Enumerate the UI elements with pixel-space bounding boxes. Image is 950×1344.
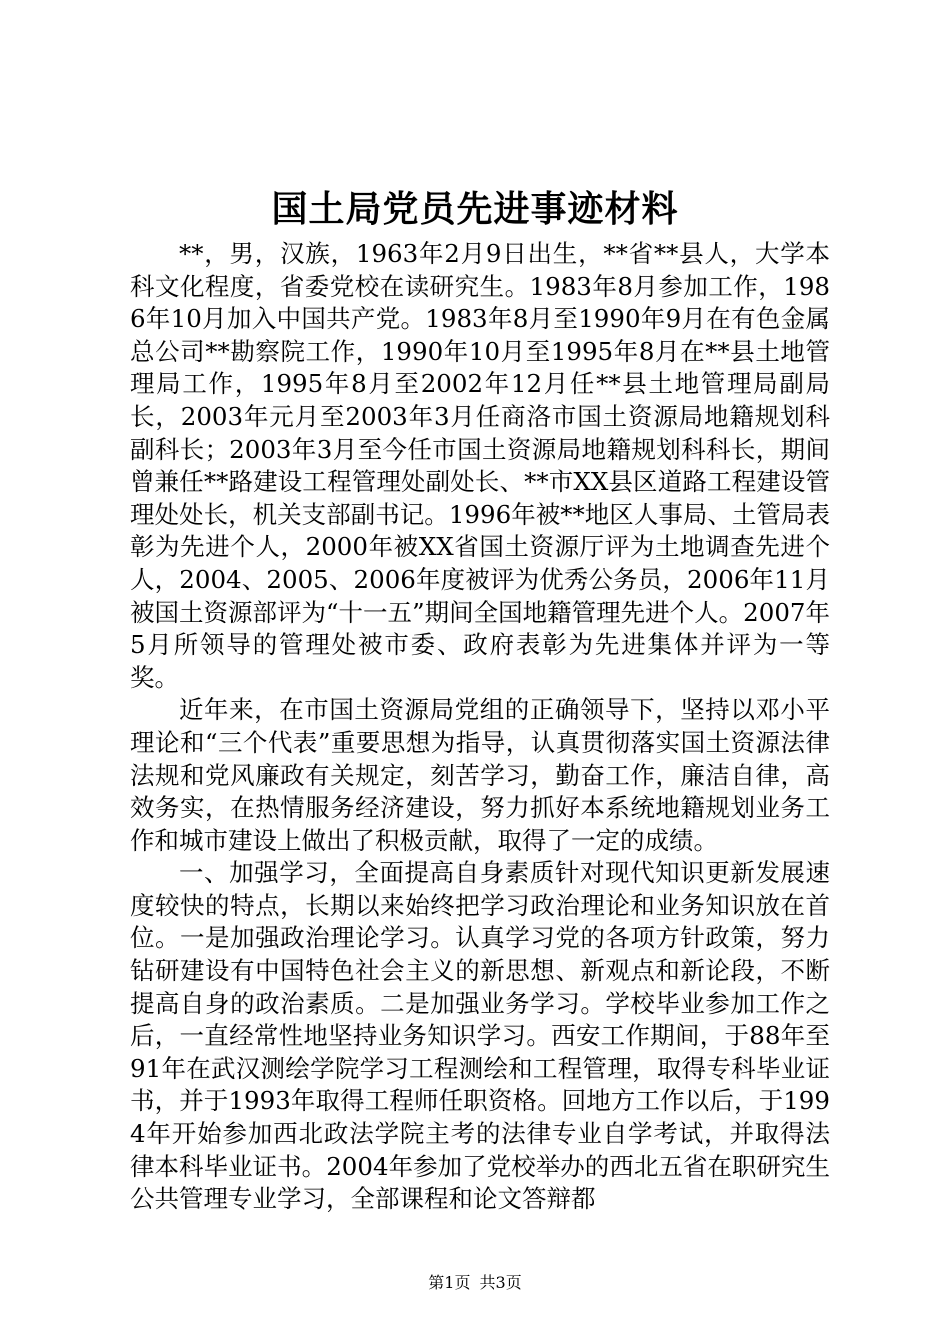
- document-body: [130, 238, 830, 1216]
- page-number: 第1页: [428, 1273, 471, 1292]
- document-title: 国土局党员先进事迹材料: [271, 188, 679, 230]
- paragraph-biography: **，男，汉族，1963年2月9日出生，**省**县人，大学本科文化程度，省委党校在读研究生。1983年8月参加工作，1986年10月加入中国共产党。1983年8月至1990年9月在有色金属总公司**勘察院工作，1990年10月至1995年8月在**县土地管理局工作，1995年8月至2002年12月任**县土地管理局副局长，2003年元月至2003年3月任商洛市国土资源局地籍规划科副科长；2003年3月至今任市国土资源局地籍规划科科长，期间曾兼任**路建设工程管理处副处长、**市XX县区道路工程建设管理处处长，机关支部副书记。1996年被**地区人事局、土管局表彰为先进个人，2000年被XX省国土资源厅评为土地调查先进个人，2004、2005、2006年度被评为优秀公务员，2006年11月被国土资源部评为“十一五”期间全国地籍管理先进个人。2007年5月所领导的管理处被市委、政府表彰为先进集体并评为一等奖。: [130, 239, 830, 692]
- paragraph-study: 一、加强学习，全面提高自身素质针对现代知识更新发展速度较快的特点，长期以来始终把学习政治理论和业务知识放在首位。一是加强政治理论学习。认真学习党的各项方针政策，努力钻研建设有中国特色社会主义的新思想、新观点和新论段，不断提高自身的政治素质。二是加强业务学习。学校毕业参加工作之后，一直经常性地坚持业务知识学习。西安工作期间，于88年至91年在武汉测绘学院学习工程测绘和工程管理，取得专科毕业证书，并于1993年取得工程师任职资格。回地方工作以后，于1994年开始参加西北政法学院主考的法律专业自学考试，并取得法律本科毕业证书。2004年参加了党校举办的西北五省在职研究生公共管理专业学习，全部课程和论文答辩都: [130, 858, 830, 1214]
- paragraph-summary: 近年来，在市国土资源局党组的正确领导下，坚持以邓小平理论和“三个代表”重要思想为指导，认真贯彻落实国土资源法律法规和党风廉政有关规定，刻苦学习，勤奋工作，廉洁自律，高效务实，在热情服务经济建设，努力抓好本系统地籍规划业务工作和城市建设上做出了积极贡献，取得了一定的成绩。: [130, 695, 830, 855]
- page-footer: [0, 1272, 950, 1294]
- page-total: 共3页: [479, 1273, 522, 1292]
